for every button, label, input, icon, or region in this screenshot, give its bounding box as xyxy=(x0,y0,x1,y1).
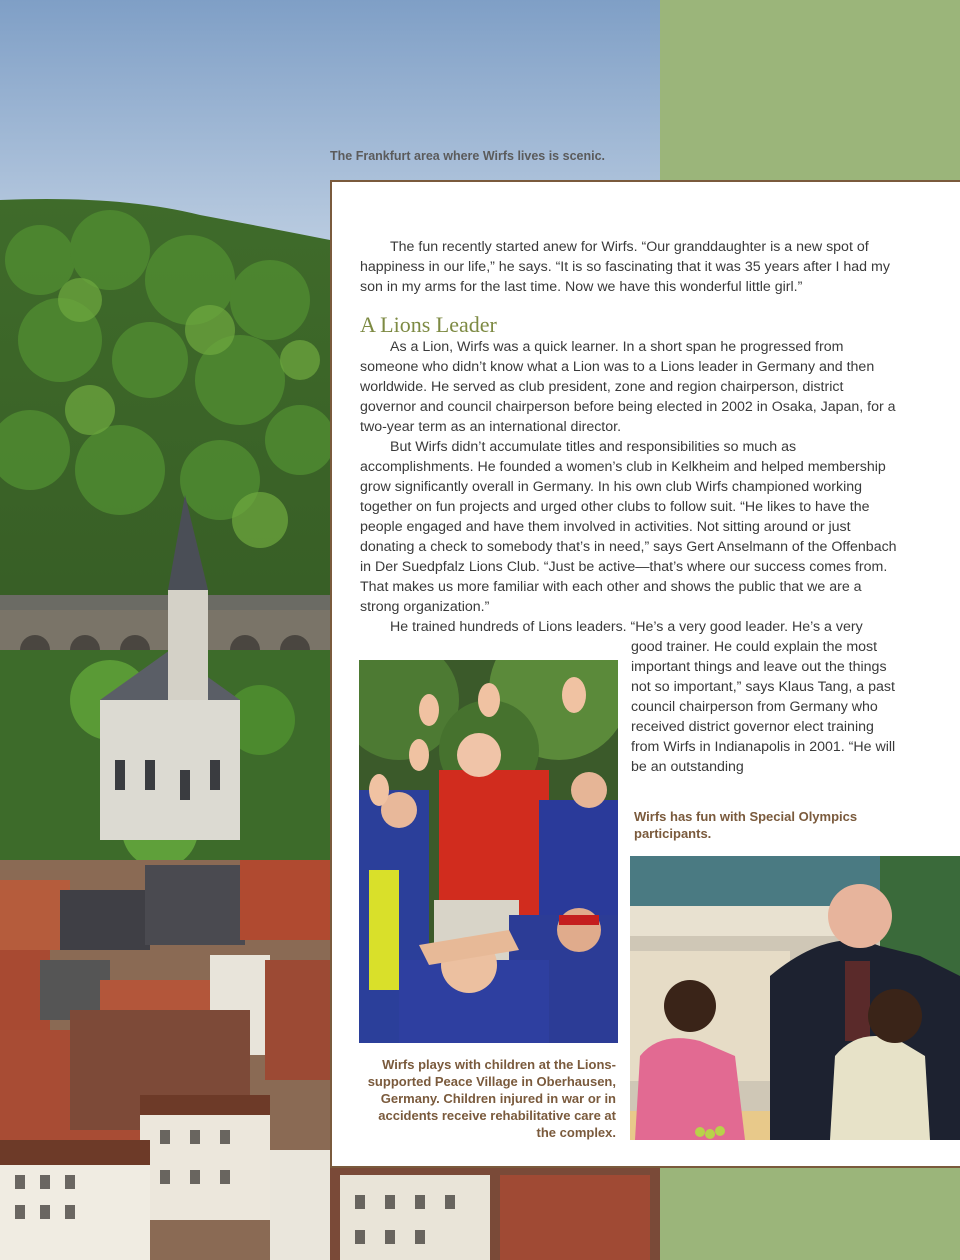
section-heading: A Lions Leader xyxy=(360,312,497,337)
green-accent-top xyxy=(660,0,960,182)
peace-village-photo xyxy=(630,856,960,1140)
article-body xyxy=(360,337,900,617)
paragraph-3-start: He trained hundreds of Lions leaders. “He’s a very good leader. He’s a very xyxy=(390,619,863,635)
special-olympics-caption: Wirfs has fun with Special Olympics participants. xyxy=(634,809,858,841)
paragraph-2: But Wirfs didn’t accumulate titles and responsibilities so much as accomplishments. He founded a women’s club in Kelkheim and helped membership grow significantly overall in Germany. In his own club Wirfs championed working together on fun projects and urged other clubs to follow suit. “He likes to have the people engaged and have them involved in activities. Not sitting around or just donating a check to somebody that’s in need,” says Gert Anselmann of the Offenbach in Der Suedpfalz Lions Club. “Just be active—that’s where our success comes from. That makes us more familiar with each other and shows the public that we are a strong organization.” xyxy=(360,439,897,615)
green-accent-bottom xyxy=(660,1168,960,1260)
paragraph-1: As a Lion, Wirfs was a quick learner. In a short span he progressed from someone who didn’t know what a Lion was to a Lions leader in Germany and then worldwide. He served as club president, zone and region chairperson, district governor and council chairperson before being elected in 2002 in Osaka, Japan, for a two-year term as an international director. xyxy=(360,339,896,435)
special-olympics-photo xyxy=(359,660,618,1043)
peace-village-caption: Wirfs plays with children at the Lions-supported Peace Village in Oberhausen, Germany. Children injured in war or in accidents receive rehabilitative care at the complex. xyxy=(367,1057,616,1140)
intro-paragraph: The fun recently started anew for Wirfs. “Our granddaughter is a new spot of happiness in our life,” he says. “It is so fascinating that it was 35 years after I had my son in my arms for the last time. Now we have this wonderful little girl.” xyxy=(360,239,890,295)
article-intro xyxy=(360,237,900,297)
paragraph-3-continued: good trainer. He could explain the most important things and leave out the things not so important,” says Klaus Tang, a past council chairperson from Germany who received district governor elect training from Wirfs in Indianapolis in 2001. “He will be an outstanding xyxy=(631,639,896,775)
scenic-photo-caption: The Frankfurt area where Wirfs lives is scenic. xyxy=(330,149,605,163)
